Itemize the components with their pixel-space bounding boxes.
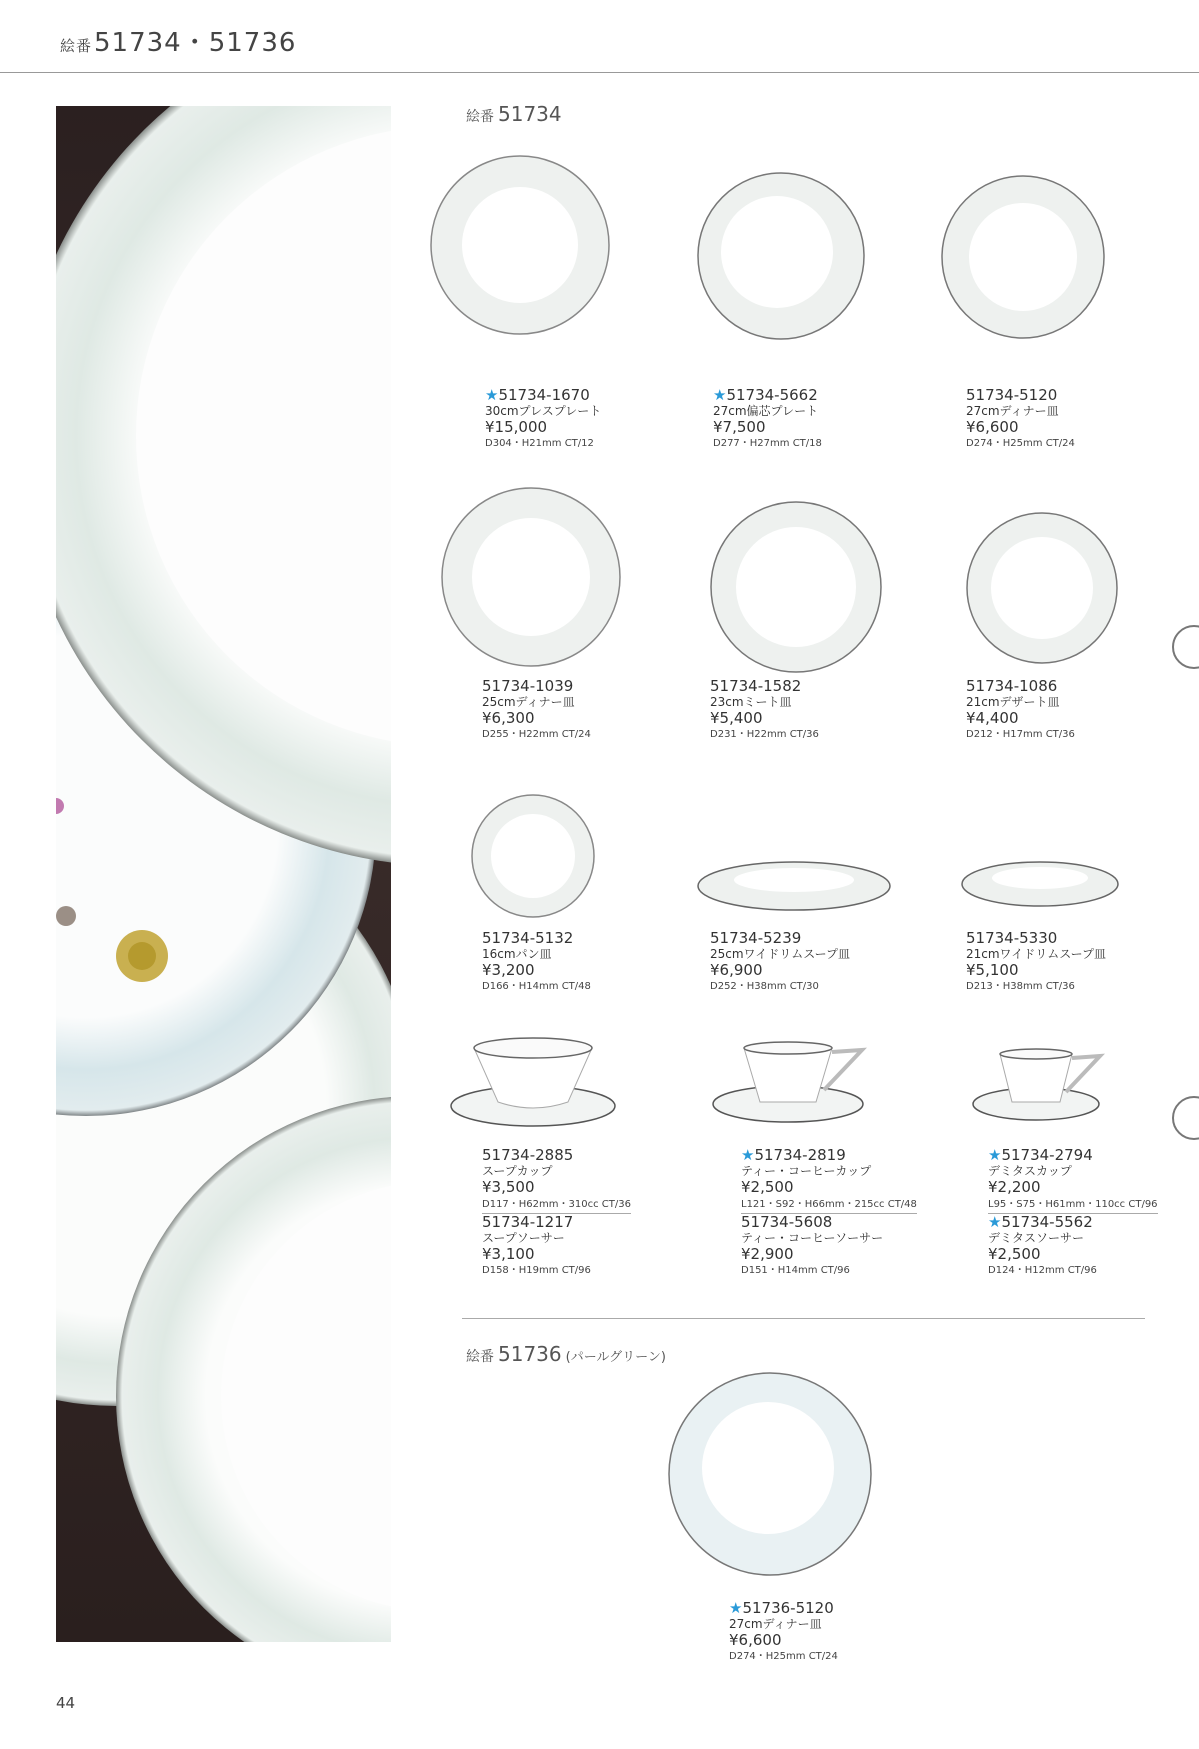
product-spec-saucer: D124・H12mm CT/96 (988, 1265, 1097, 1276)
product-name: 25cmディナー皿 (482, 695, 575, 709)
plate-image-51736-5120 (668, 1372, 872, 1576)
product-51734-5120 (966, 387, 1186, 451)
product-spec: D212・H17mm CT/36 (966, 729, 1075, 740)
section-number: 51736 (498, 1342, 562, 1366)
product-spec: D304・H21mm CT/12 (485, 438, 594, 449)
product-51734-2885 (482, 1147, 702, 1278)
product-spec: D231・H22mm CT/36 (710, 729, 819, 740)
product-code: 51734-5120 (966, 386, 1058, 404)
product-51734-2794 (988, 1147, 1199, 1278)
section-prefix: 絵番 (466, 1349, 494, 1365)
product-name: 21cmワイドリムスープ皿 (966, 947, 1106, 961)
product-name: 27cm偏芯プレート (713, 404, 819, 418)
product-price: ¥2,500 (741, 1178, 794, 1196)
recommended-star-icon: ★ (485, 386, 499, 404)
plate-image-5132 (471, 794, 595, 918)
product-code: 51734-1582 (710, 677, 802, 695)
product-code-saucer: 51734-5608 (741, 1213, 833, 1231)
plate-image-1670 (430, 155, 610, 335)
plate-image-1039 (441, 487, 621, 667)
product-name: 21cmデザート皿 (966, 695, 1060, 709)
product-name: 30cmプレスプレート (485, 404, 602, 418)
plate-image-1582 (710, 501, 882, 673)
recommended-star-icon: ★ (988, 1213, 1002, 1231)
header-rule (0, 72, 1199, 73)
recommended-star-icon: ★ (729, 1599, 743, 1617)
product-price: ¥3,500 (482, 1178, 535, 1196)
soup-cup-image-2885 (450, 1036, 616, 1132)
product-name: スープカップ (482, 1164, 553, 1178)
product-code: 51734-1039 (482, 677, 574, 695)
product-price: ¥4,400 (966, 709, 1019, 727)
product-spec-saucer: D158・H19mm CT/96 (482, 1265, 591, 1276)
product-name: ティー・コーヒーカップ (741, 1164, 872, 1178)
product-price: ¥15,000 (485, 418, 548, 436)
product-name: デミタスカップ (988, 1164, 1072, 1178)
product-51734-1039 (482, 678, 702, 742)
product-spec: D255・H22mm CT/24 (482, 729, 591, 740)
demitasse-cup-image-2794 (972, 1046, 1114, 1122)
product-name: 27cmディナー皿 (966, 404, 1059, 418)
product-spec-saucer: D151・H14mm CT/96 (741, 1265, 850, 1276)
product-name-saucer: ティー・コーヒーソーサー (741, 1231, 884, 1245)
product-51734-1086 (966, 678, 1186, 742)
product-code: 51734-5330 (966, 929, 1058, 947)
product-name-saucer: スープソーサー (482, 1231, 565, 1245)
product-price: ¥7,500 (713, 418, 766, 436)
section-title-51734 (466, 102, 562, 126)
product-51734-1670 (485, 387, 705, 451)
recommended-star-icon: ★ (988, 1146, 1002, 1164)
plate-image-5120 (941, 175, 1105, 339)
product-51734-5239 (710, 930, 930, 994)
recommended-star-icon: ★ (713, 386, 727, 404)
product-51734-2819 (741, 1147, 961, 1278)
product-name: 16cmパン皿 (482, 947, 552, 961)
product-code-saucer: 51734-1217 (482, 1213, 574, 1231)
product-51736-5120 (729, 1600, 949, 1664)
product-price: ¥6,600 (729, 1631, 782, 1649)
product-spec: D274・H25mm CT/24 (729, 1651, 838, 1662)
plate-image-5662 (697, 172, 865, 340)
section-prefix: 絵番 (466, 109, 494, 125)
section-number: 51734 (498, 102, 562, 126)
product-price: ¥6,600 (966, 418, 1019, 436)
product-code: ★51734-2794 (988, 1146, 1093, 1164)
binder-hole-top (1172, 625, 1199, 669)
product-code: ★51736-5120 (729, 1599, 834, 1617)
product-name: 23cmミート皿 (710, 695, 792, 709)
product-spec: D213・H38mm CT/36 (966, 981, 1075, 992)
product-code: ★51734-5662 (713, 386, 818, 404)
product-price: ¥6,900 (710, 961, 763, 979)
tea-cup-image-2819 (712, 1040, 874, 1126)
page-header (60, 22, 296, 59)
product-spec: D274・H25mm CT/24 (966, 438, 1075, 449)
product-code: 51734-1086 (966, 677, 1058, 695)
product-price: ¥5,100 (966, 961, 1019, 979)
section-divider (462, 1318, 1145, 1319)
product-51734-5662 (713, 387, 933, 451)
product-code: 51734-5239 (710, 929, 802, 947)
product-name: 27cmディナー皿 (729, 1617, 822, 1631)
soup-plate-image-5330 (961, 858, 1119, 910)
product-price-saucer: ¥2,500 (988, 1245, 1041, 1263)
product-51734-5132 (482, 930, 702, 994)
product-price: ¥6,300 (482, 709, 535, 727)
product-spec: D117・H62mm・310cc CT/36 (482, 1197, 631, 1214)
product-code: 51734-5132 (482, 929, 574, 947)
product-price: ¥5,400 (710, 709, 763, 727)
product-spec: D277・H27mm CT/18 (713, 438, 822, 449)
product-code: 51734-2885 (482, 1146, 574, 1164)
product-name-saucer: デミタスソーサー (988, 1231, 1085, 1245)
product-name: 25cmワイドリムスープ皿 (710, 947, 850, 961)
product-price: ¥3,200 (482, 961, 535, 979)
section-title-51736 (466, 1342, 666, 1366)
product-code-saucer: ★51734-5562 (988, 1213, 1093, 1231)
product-51734-1582 (710, 678, 930, 742)
product-51734-5330 (966, 930, 1186, 994)
product-price: ¥2,200 (988, 1178, 1041, 1196)
header-prefix: 絵番 (60, 37, 93, 55)
tableware-photo-graphic (56, 106, 391, 1642)
product-spec: L121・S92・H66mm・215cc CT/48 (741, 1197, 917, 1214)
product-spec: D252・H38mm CT/30 (710, 981, 819, 992)
section-subtitle: (パールグリーン) (565, 1350, 666, 1365)
product-spec: L95・S75・H61mm・110cc CT/96 (988, 1197, 1158, 1214)
product-code: ★51734-1670 (485, 386, 590, 404)
product-code: ★51734-2819 (741, 1146, 846, 1164)
soup-plate-image-5239 (697, 858, 891, 914)
page-number: 44 (56, 1694, 76, 1712)
tableware-photo (56, 106, 391, 1642)
product-spec: D166・H14mm CT/48 (482, 981, 591, 992)
recommended-star-icon: ★ (741, 1146, 755, 1164)
product-price-saucer: ¥2,900 (741, 1245, 794, 1263)
product-price-saucer: ¥3,100 (482, 1245, 535, 1263)
plate-image-1086 (966, 512, 1118, 664)
binder-hole-bottom (1172, 1096, 1199, 1140)
header-title: 51734・51736 (94, 28, 297, 58)
